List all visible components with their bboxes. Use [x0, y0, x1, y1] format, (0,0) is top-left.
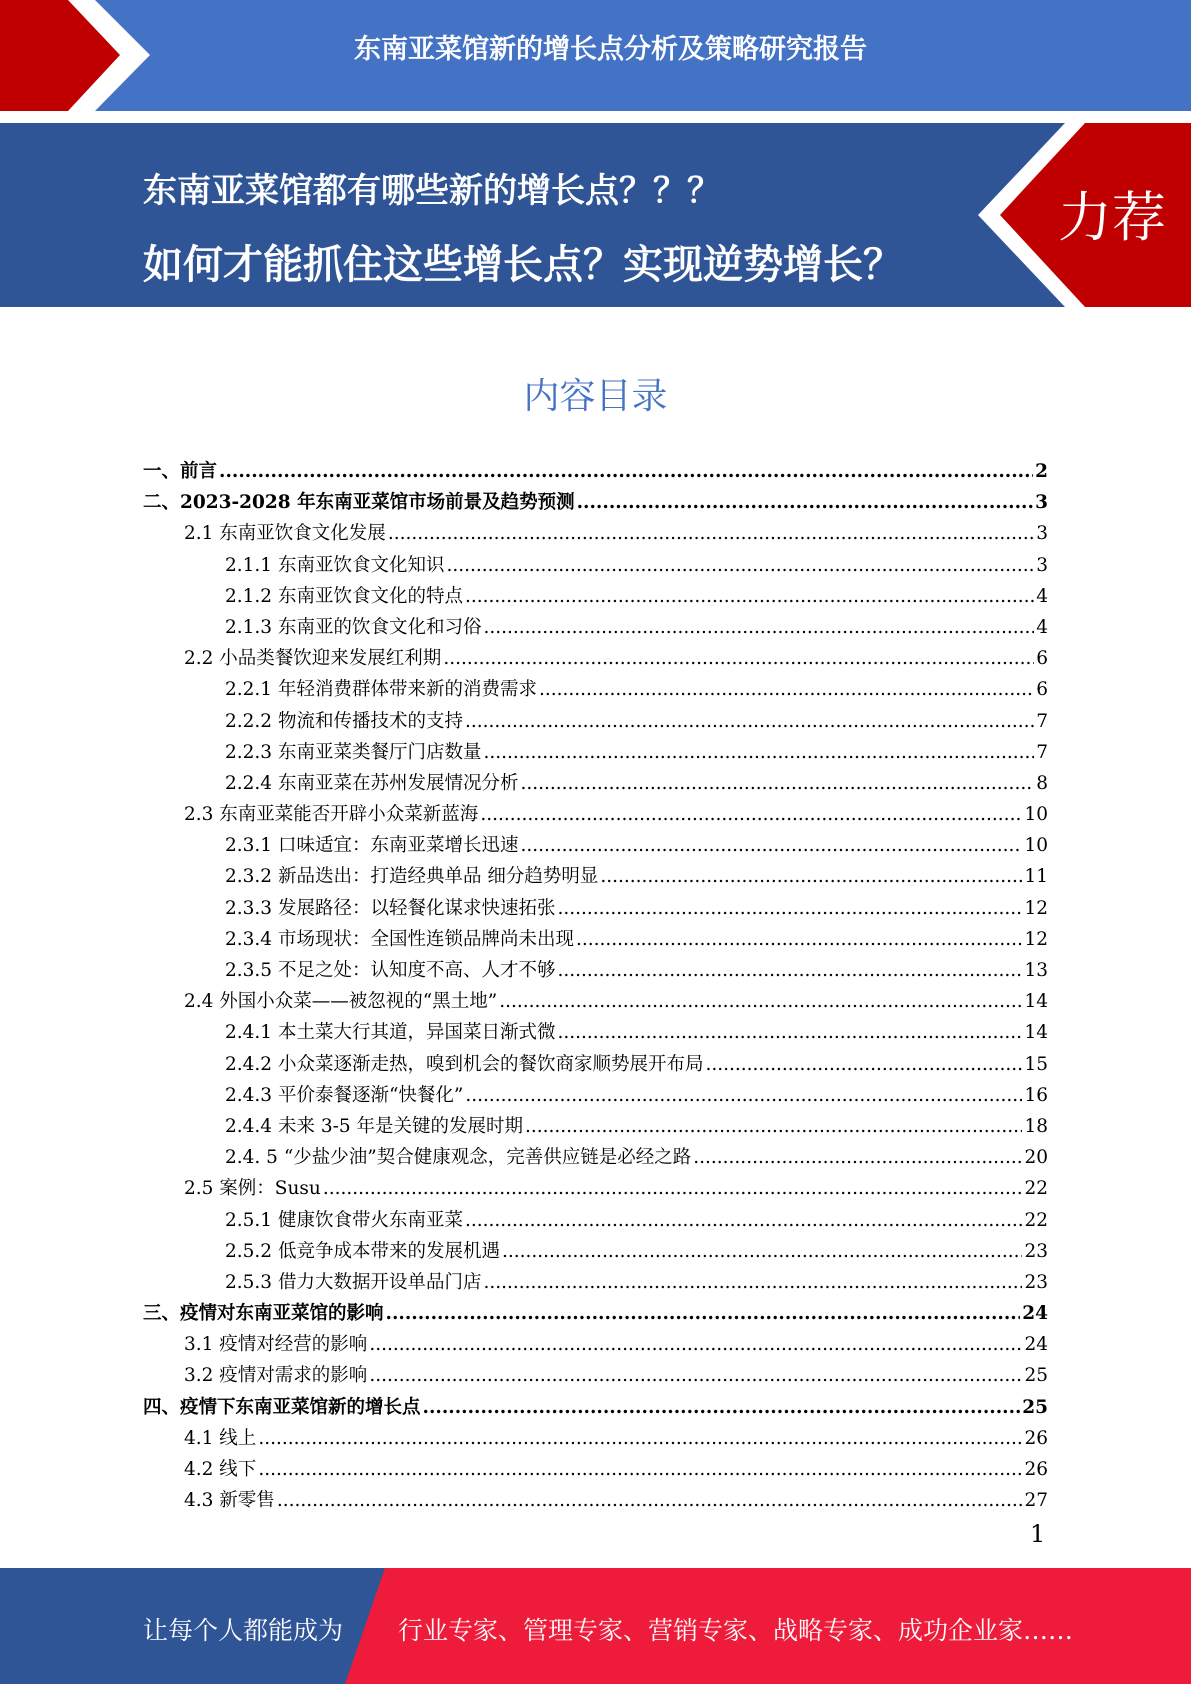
toc-entry[interactable] [143, 1112, 1048, 1143]
toc-leader-dots [483, 617, 1034, 638]
toc-entry[interactable] [143, 613, 1048, 644]
toc-entry-title: 4.1 线上 [184, 1427, 257, 1449]
toc-entry[interactable] [143, 644, 1048, 675]
toc-leader-dots [483, 742, 1034, 763]
toc-leader-dots [465, 586, 1034, 607]
toc-leader-dots [520, 835, 1022, 856]
toc-entry-title: 2.4.1 本土菜大行其道，异国菜日渐式微 [225, 1022, 556, 1044]
toc-entry[interactable] [143, 1361, 1048, 1392]
toc-entry[interactable] [143, 1018, 1048, 1049]
toc-entry-title: 2.3.2 新品迭出：打造经典单品 细分趋势明显 [225, 866, 599, 888]
toc-entry-page: 11 [1024, 866, 1048, 888]
toc-leader-dots [693, 1147, 1022, 1168]
toc-entry-title: 2.5.1 健康饮食带火东南亚菜 [225, 1209, 463, 1231]
toc-leader-dots [258, 1428, 1022, 1449]
toc-entry[interactable] [143, 1393, 1048, 1424]
toc-entry-page: 3 [1036, 523, 1048, 545]
toc-leader-dots [423, 1397, 1021, 1418]
toc-entry-title: 4.3 新零售 [184, 1490, 275, 1512]
toc-entry-page: 20 [1024, 1147, 1048, 1169]
page-number: 1 [1030, 1520, 1046, 1548]
toc-entry-page: 25 [1024, 1365, 1048, 1387]
toc-leader-dots [539, 679, 1034, 700]
toc-leader-dots [369, 1365, 1022, 1386]
toc-entry-page: 22 [1024, 1209, 1048, 1231]
toc-entry-title: 2.4.2 小众菜逐渐走热，嗅到机会的餐饮商家顺势展开布局 [225, 1053, 704, 1075]
toc-entry-page: 4 [1036, 585, 1048, 607]
toc-leader-dots [465, 711, 1034, 732]
toc-entry-title: 2.2 小品类餐饮迎来发展红利期 [184, 648, 442, 670]
toc-entry[interactable] [143, 1268, 1048, 1299]
toc-entry-page: 24 [1022, 1303, 1048, 1325]
toc-leader-dots [577, 492, 1034, 513]
toc-entry-title: 3.2 疫情对需求的影响 [184, 1365, 368, 1387]
toc-title: 内容目录 [523, 376, 668, 417]
toc-entry[interactable] [143, 1237, 1048, 1268]
report-title: 东南亚菜馆新的增长点分析及策略研究报告 [354, 34, 867, 65]
toc-entry[interactable] [143, 551, 1048, 582]
toc-entry-page: 12 [1024, 928, 1048, 950]
toc-leader-dots [386, 1303, 1021, 1324]
toc-leader-dots [705, 1054, 1022, 1075]
toc-entry[interactable] [143, 831, 1048, 862]
toc-entry-page: 12 [1024, 897, 1048, 919]
toc-entry[interactable] [143, 800, 1048, 831]
toc-entry[interactable] [143, 769, 1048, 800]
toc-leader-dots [600, 866, 1022, 887]
toc-entry[interactable] [143, 1455, 1048, 1486]
toc-entry[interactable] [143, 1206, 1048, 1237]
toc-entry-title: 2.3.4 市场现状：全国性连锁品牌尚未出现 [225, 928, 574, 950]
toc-entry-page: 22 [1024, 1178, 1048, 1200]
toc-entry-title: 2.1 东南亚饮食文化发展 [184, 523, 386, 545]
toc-entry[interactable] [143, 1050, 1048, 1081]
hero-question-1: 东南亚菜馆都有哪些新的增长点？？？ [143, 171, 721, 211]
toc-entry-page: 23 [1024, 1271, 1048, 1293]
toc-entry[interactable] [143, 1081, 1048, 1112]
toc-entry-title: 2.4.3 平价泰餐逐渐“快餐化” [225, 1084, 464, 1106]
toc-entry-page: 7 [1036, 741, 1048, 763]
toc-entry[interactable] [143, 582, 1048, 613]
toc-leader-dots [557, 898, 1022, 919]
toc-leader-dots [525, 1116, 1022, 1137]
hero-banner [0, 123, 1191, 307]
toc-entry-title: 2.2.4 东南亚菜在苏州发展情况分析 [225, 772, 519, 794]
toc-entry-page: 27 [1024, 1490, 1048, 1512]
table-of-contents [143, 457, 1048, 1517]
toc-entry-page: 24 [1024, 1334, 1048, 1356]
toc-leader-dots [557, 960, 1022, 981]
toc-entry-page: 7 [1036, 710, 1048, 732]
toc-leader-dots [443, 648, 1034, 669]
toc-entry-title: 2.3 东南亚菜能否开辟小众菜新蓝海 [184, 804, 479, 826]
toc-entry-title: 一、前言 [143, 461, 218, 482]
toc-entry-title: 2.4.4 未来 3-5 年是关键的发展时期 [225, 1115, 524, 1137]
toc-entry[interactable] [143, 488, 1048, 519]
toc-entry-title: 三、疫情对东南亚菜馆的影响 [143, 1303, 384, 1325]
toc-leader-dots [502, 1241, 1022, 1262]
toc-entry-title: 2.1.1 东南亚饮食文化知识 [225, 554, 445, 576]
toc-entry-title: 2.2.3 东南亚菜类餐厅门店数量 [225, 741, 482, 763]
toc-entry-page: 25 [1022, 1396, 1048, 1418]
toc-entry[interactable] [143, 894, 1048, 925]
toc-entry-page: 10 [1024, 804, 1048, 826]
toc-entry[interactable] [143, 675, 1048, 706]
toc-entry[interactable] [143, 457, 1048, 488]
toc-entry-page: 4 [1036, 616, 1048, 638]
toc-entry-title: 3.1 疫情对经营的影响 [184, 1334, 368, 1356]
toc-entry-page: 26 [1024, 1427, 1048, 1449]
toc-entry-title: 2.2.2 物流和传播技术的支持 [225, 710, 463, 732]
toc-entry-page: 23 [1024, 1240, 1048, 1262]
toc-entry-title: 2.5.3 借力大数据开设单品门店 [225, 1271, 482, 1293]
toc-entry[interactable] [143, 1143, 1048, 1174]
toc-entry[interactable] [143, 1174, 1048, 1205]
toc-entry-title: 二、2023-2028 年东南亚菜馆市场前景及趋势预测 [143, 492, 575, 514]
toc-entry-page: 10 [1024, 835, 1048, 857]
toc-entry-page: 3 [1036, 554, 1048, 576]
toc-leader-dots [446, 555, 1034, 576]
toc-leader-dots [480, 804, 1022, 825]
toc-entry-page: 6 [1036, 679, 1048, 701]
toc-entry-page: 8 [1036, 772, 1048, 794]
toc-entry[interactable] [143, 1486, 1048, 1517]
footer-slogan-left: 让每个人都能成为 [143, 1616, 344, 1645]
toc-entry-title: 2.4 外国小众菜——被忽视的“黑土地” [184, 991, 498, 1013]
toc-leader-dots [576, 929, 1022, 950]
toc-leader-dots [499, 991, 1022, 1012]
toc-entry-page: 14 [1024, 1022, 1048, 1044]
toc-entry-page: 3 [1035, 492, 1048, 514]
toc-entry-page: 13 [1024, 960, 1048, 981]
toc-entry[interactable] [143, 1299, 1048, 1330]
toc-entry[interactable] [143, 519, 1048, 550]
toc-entry-title: 2.3.3 发展路径：以轻餐化谋求快速拓张 [225, 897, 556, 919]
toc-leader-dots [258, 1459, 1022, 1480]
footer-slogan-right: 行业专家、管理专家、营销专家、战略专家、成功企业家…… [398, 1616, 1074, 1645]
toc-leader-dots [323, 1178, 1023, 1199]
hero-question-2: 如何才能抓住这些增长点？实现逆势增长？ [143, 242, 903, 288]
toc-leader-dots [483, 1272, 1022, 1293]
toc-entry-page: 6 [1036, 648, 1048, 670]
toc-entry[interactable] [143, 738, 1048, 769]
toc-entry[interactable] [143, 987, 1048, 1018]
toc-leader-dots [277, 1490, 1023, 1511]
toc-entry-page: 26 [1024, 1459, 1048, 1480]
toc-leader-dots [557, 1022, 1022, 1043]
toc-leader-dots [388, 523, 1034, 544]
toc-entry[interactable] [143, 956, 1048, 987]
toc-entry-page: 2 [1035, 461, 1048, 482]
recommend-badge: 力荐 [1058, 186, 1166, 249]
toc-entry-title: 2.5.2 低竞争成本带来的发展机遇 [225, 1240, 500, 1262]
toc-entry[interactable] [143, 1424, 1048, 1455]
toc-entry-title: 2.4. 5 “少盐少油”契合健康观念，完善供应链是必经之路 [225, 1147, 692, 1169]
toc-entry[interactable] [143, 925, 1048, 956]
toc-entry-page: 16 [1024, 1084, 1048, 1106]
toc-entry-title: 2.3.1 口味适宜：东南亚菜增长迅速 [225, 835, 519, 857]
toc-leader-dots [369, 1334, 1022, 1355]
toc-entry[interactable] [143, 1330, 1048, 1361]
toc-entry-title: 四、疫情下东南亚菜馆新的增长点 [143, 1396, 421, 1418]
toc-leader-dots [465, 1085, 1022, 1106]
toc-entry[interactable] [143, 862, 1048, 893]
toc-entry-title: 2.1.3 东南亚的饮食文化和习俗 [225, 616, 482, 638]
toc-entry-title: 2.5 案例：Susu [184, 1178, 321, 1200]
toc-leader-dots [520, 773, 1034, 794]
toc-leader-dots [219, 461, 1033, 482]
toc-entry[interactable] [143, 707, 1048, 738]
toc-entry-title: 4.2 线下 [184, 1459, 257, 1480]
toc-entry-page: 14 [1024, 991, 1048, 1013]
toc-entry-title: 2.1.2 东南亚饮食文化的特点 [225, 585, 463, 607]
toc-entry-page: 18 [1024, 1115, 1048, 1137]
toc-entry-title: 2.3.5 不足之处：认知度不高、人才不够 [225, 960, 556, 981]
toc-entry-page: 15 [1024, 1053, 1048, 1075]
toc-entry-title: 2.2.1 年轻消费群体带来新的消费需求 [225, 679, 537, 701]
toc-leader-dots [465, 1210, 1022, 1231]
